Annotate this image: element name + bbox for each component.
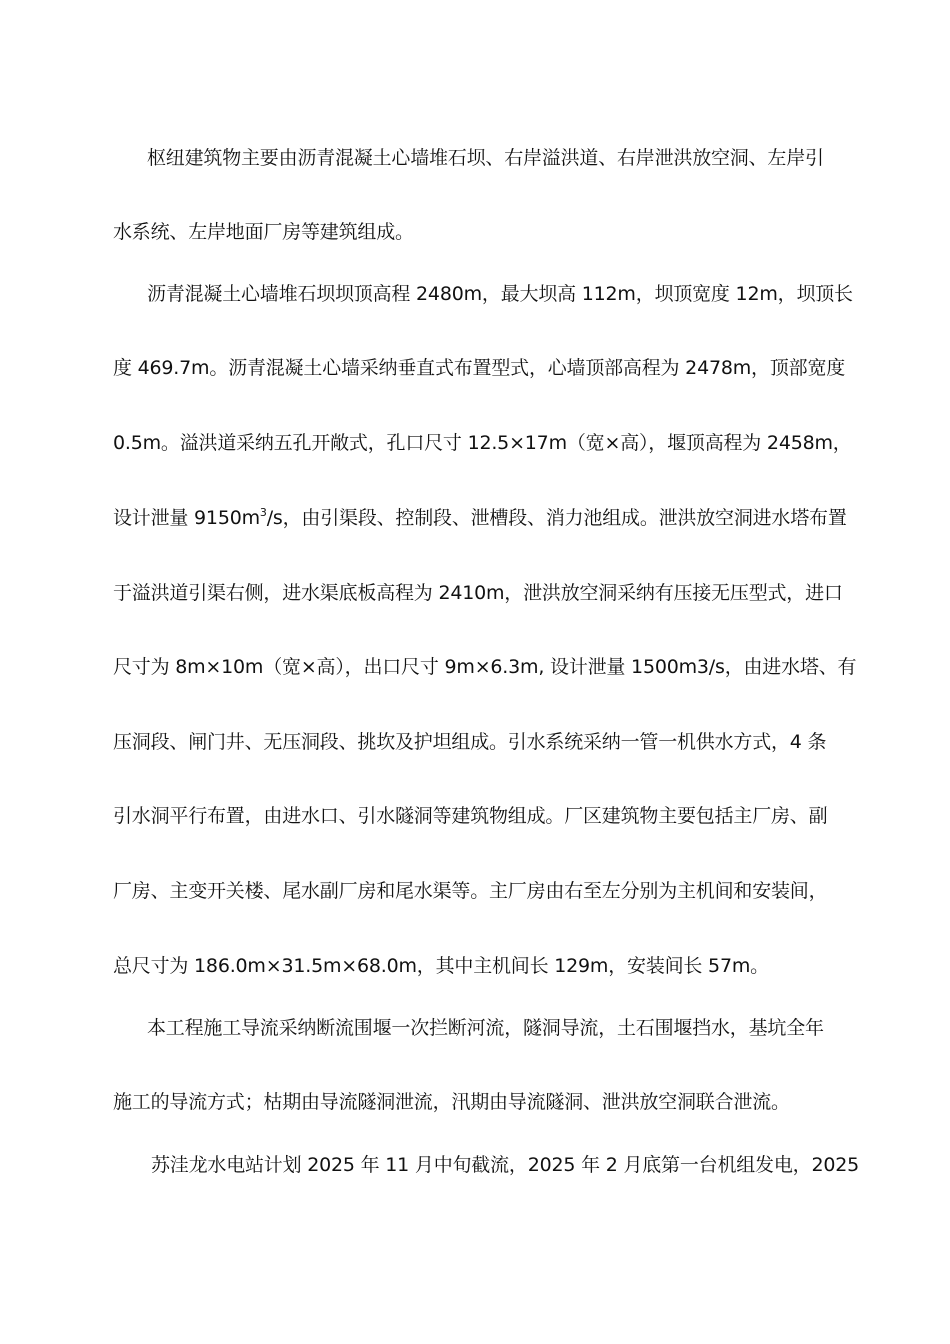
design-discharge-text: 设计泄量 9150m <box>113 507 260 529</box>
paragraph-3-line-2: 施工的导流方式；枯期由导流隧洞泄流，汛期由导流隧洞、泄洪放空洞联合泄流。 <box>113 1091 790 1113</box>
paragraph-3-line-1: 本工程施工导流采纳断流围堰一次拦断河流，隧洞导流，土石围堰挡水，基坑全年 <box>147 1017 824 1039</box>
paragraph-2-line-1: 沥青混凝土心墙堆石坝坝顶高程 2480m，最大坝高 112m，坝顶宽度 12m，坝顶长 <box>147 283 853 305</box>
cubic-superscript: 3 <box>259 506 267 519</box>
paragraph-2-line-7: 压洞段、闸门井、无压洞段、挑坎及护坦组成。引水系统采纳一管一机供水方式，4 条 <box>113 731 827 753</box>
paragraph-2-line-4 <box>113 505 858 531</box>
paragraph-1-line-1: 枢纽建筑物主要由沥青混凝土心墙堆石坝、右岸溢洪道、右岸泄洪放空洞、左岸引 <box>147 147 824 169</box>
paragraph-2-line-10: 总尺寸为 186.0m×31.5m×68.0m，其中主机间长 129m，安装间长 57m。 <box>113 955 769 977</box>
design-discharge-text-continued: /s，由引渠段、控制段、泄槽段、消力池组成。泄洪放空洞进水塔布置 <box>266 507 847 529</box>
paragraph-2-line-5: 于溢洪道引渠右侧，进水渠底板高程为 2410m，泄洪放空洞采纳有压接无压型式，进口 <box>113 582 843 604</box>
paragraph-4-line-1: 苏洼龙水电站计划 2025 年 11 月中旬截流，2025 年 2 月底第一台机组发电，2025 <box>151 1154 860 1176</box>
paragraph-2-line-8: 引水洞平行布置，由进水口、引水隧洞等建筑物组成。厂区建筑物主要包括主厂房、副 <box>113 805 828 827</box>
paragraph-2-line-6: 尺寸为 8m×10m（宽×高），出口尺寸 9m×6.3m, 设计泄量 1500m3/s，由进水塔、有 <box>113 656 857 678</box>
paragraph-2-line-3: 0.5m。溢洪道采纳五孔开敞式，孔口尺寸 12.5×17m（宽×高），堰顶高程为 2458m， <box>113 432 852 454</box>
paragraph-1-line-2: 水系统、左岸地面厂房等建筑组成。 <box>113 221 414 243</box>
paragraph-2-line-2: 度 469.7m。沥青混凝土心墙采纳垂直式布置型式，心墙顶部高程为 2478m，顶部宽度 <box>113 357 846 379</box>
paragraph-2-line-9: 厂房、主变开关楼、尾水副厂房和尾水渠等。主厂房由右至左分别为主机间和安装间， <box>113 880 828 902</box>
